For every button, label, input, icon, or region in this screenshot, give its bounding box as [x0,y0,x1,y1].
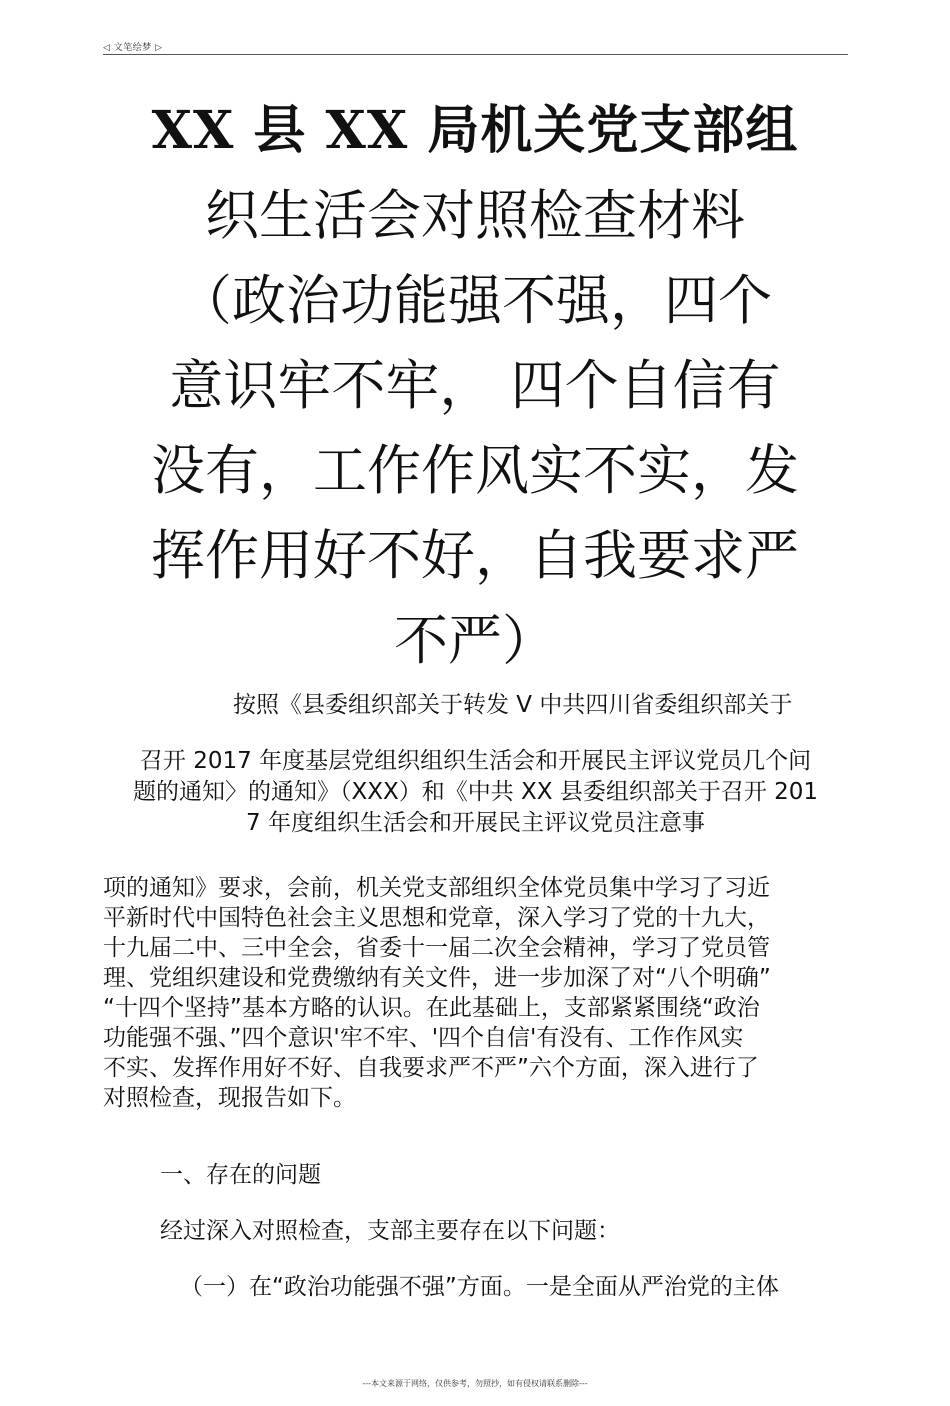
body-line: 功能强不强、”四个意识'牢不牢、'四个自信'有没有、工作作风实 [103,1025,744,1051]
title-line-1: XX 县 XX 局机关党支部组 [151,100,799,161]
intro-reference-line: 7 年度组织生活会和开展民主评议党员注意事 [246,810,705,836]
intro-body-paragraph [103,873,771,1113]
body-line: 平新时代中国特色社会主义思想和党章，深入学习了党的十九大， [103,905,770,931]
title-line-5: 没有，工作作风实不实，发 [151,439,799,502]
body-line: 对照检查，现报告如下。 [103,1085,356,1111]
title-line-6: 挥作用好不好，自我要求严 [151,524,799,587]
document-title [100,88,850,683]
body-line: 十九届二中、三中全会，省委十一届二次全会精神，学习了党员管 [103,935,770,961]
section-heading: 一、存在的问题 [160,1162,321,1188]
title-line-4: 意识牢不牢， 四个自信有 [169,354,781,417]
footer-disclaimer: ---本文来源于网络，仅供参考，勿照抄，如有侵权请联系删除--- [362,1379,588,1388]
title-line-2: 织生活会对照检查材料 [205,184,745,247]
document-header-label: ◁ 文笔绘梦 ▷ [103,43,163,53]
section-intro: 经过深入对照检查，支部主要存在以下问题： [160,1218,620,1244]
intro-first-line: 按照《县委组织部关于转发 V 中共四川省委组织部关于 [233,692,793,718]
title-line-7: 不严） [394,609,556,672]
intro-reference-line: 题的通知〉的通知》（XXX）和《中共 XX 县委组织部关于召开 201 [132,779,819,805]
body-line: 理、党组织建设和党费缴纳有关文件，进一步加深了对“八个明确” [103,965,771,991]
body-line: 不实、发挥作用好不好、自我要求严不严”六个方面，深入进行了 [103,1055,759,1081]
header-divider [103,54,848,55]
title-line-3: （政治功能强不强，四个 [178,269,772,332]
intro-reference-line: 召开 2017 年度基层党组织组织生活会和开展民主评议党员几个问 [139,748,812,774]
intro-reference-block [103,746,848,839]
body-line: 项的通知》要求，会前，机关党支部组织全体党员集中学习了习近 [103,875,770,901]
subsection-line: （一）在“政治功能强不强”方面。一是全面从严治党的主体 [180,1274,779,1300]
body-line: “十四个坚持”基本方略的认识。在此基础上，支部紧紧围绕“政治 [103,995,760,1021]
